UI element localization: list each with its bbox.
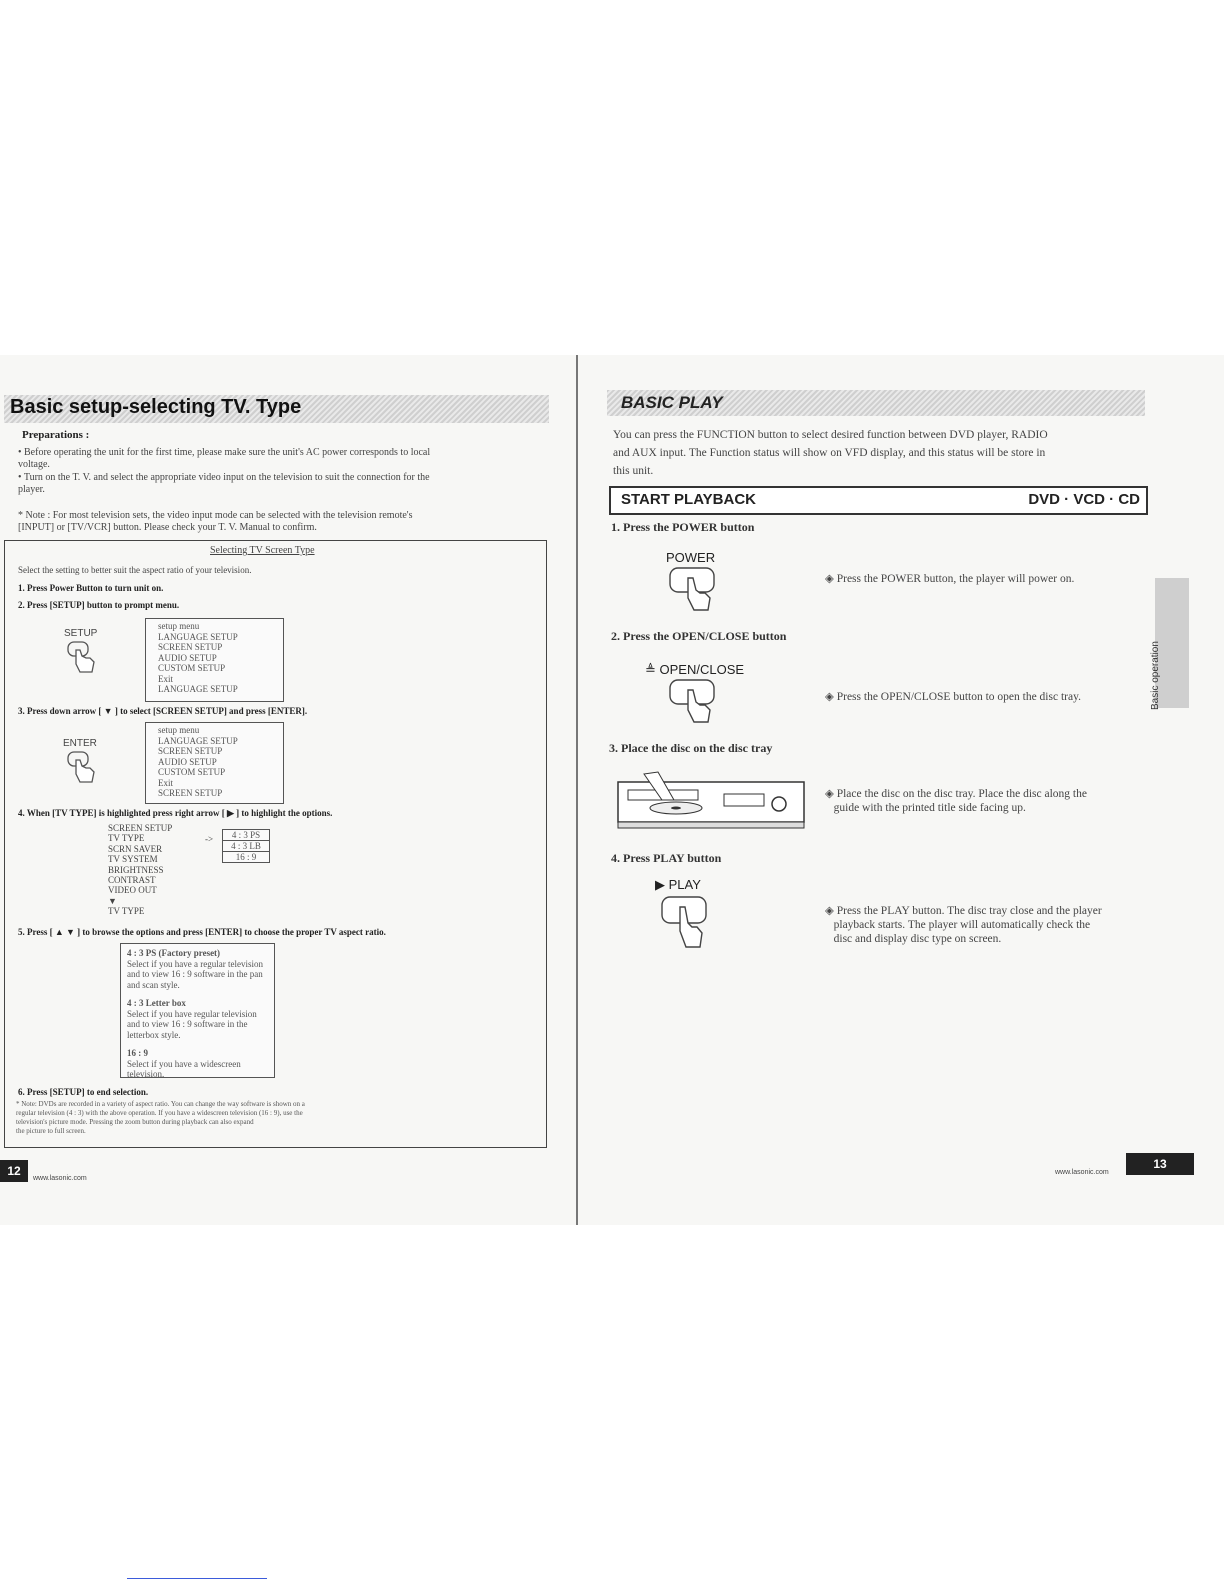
enter-label: ENTER bbox=[63, 738, 97, 749]
list-line: SCRN SAVER bbox=[108, 843, 163, 854]
aspect-line: and scan style. bbox=[127, 979, 180, 990]
right-page-number: 13 bbox=[1126, 1153, 1194, 1175]
left-website: www.lasonic.com bbox=[33, 1175, 87, 1182]
note-line: * Note : For most television sets, the video input mode can be selected with the television remote's bbox=[18, 510, 413, 521]
menu-line: setup menu bbox=[158, 725, 200, 735]
menu-line: SCREEN SETUP bbox=[158, 642, 223, 652]
right-page-title: BASIC PLAY bbox=[621, 393, 723, 412]
list-line: TV SYSTEM bbox=[108, 854, 158, 865]
step-heading: 1. Press the POWER button bbox=[611, 520, 755, 534]
power-button-hand-icon bbox=[668, 566, 718, 614]
aspect-line: Select if you have regular television bbox=[127, 1008, 257, 1019]
menu-line: LANGUAGE SETUP bbox=[158, 684, 238, 694]
aspect-notes-panel bbox=[120, 943, 275, 1078]
power-label: POWER bbox=[666, 550, 716, 565]
note-line: [INPUT] or [TV/VCR] button. Please check your T. V. Manual to confirm. bbox=[18, 522, 317, 533]
step-note: ◈ Place the disc on the disc tray. Place the disc along the guide with the printed title side facing up. bbox=[825, 788, 1087, 814]
side-tab-label: Basic operation bbox=[1150, 641, 1161, 710]
screen-setup-menu-panel bbox=[145, 722, 284, 804]
step-heading: 2. Press the OPEN/CLOSE button bbox=[611, 629, 787, 643]
step-note: ◈ Press the POWER button, the player will power on. bbox=[825, 573, 1075, 585]
list-line: TV TYPE bbox=[108, 906, 145, 917]
left-page-number: 12 bbox=[0, 1160, 28, 1182]
list-line: TV TYPE bbox=[108, 833, 145, 844]
aspect-line: letterbox style. bbox=[127, 1029, 181, 1040]
prep-item: player. bbox=[18, 484, 45, 495]
left-page-header bbox=[4, 395, 549, 423]
menu-line: SCREEN SETUP bbox=[158, 788, 223, 798]
aspect-line: Select if you have a regular television bbox=[127, 958, 263, 969]
box-title: Selecting TV Screen Type bbox=[210, 545, 315, 556]
play-label: ▶ PLAY bbox=[655, 877, 701, 892]
aspect-line: and to view 16 : 9 software in the pan bbox=[127, 969, 263, 979]
step-note: ◈ Press the OPEN/CLOSE button to open the disc tray. bbox=[825, 691, 1081, 703]
menu-line: LANGUAGE SETUP bbox=[158, 631, 238, 642]
menu-line: CUSTOM SETUP bbox=[158, 663, 226, 673]
step-note: ◈ Press the PLAY button. The disc tray close and the player playback starts. The player will automatically check the disc and display disc type on screen. bbox=[825, 905, 1102, 945]
aspect-head: 4 : 3 PS (Factory preset) bbox=[127, 948, 221, 958]
page-spine bbox=[576, 355, 578, 1225]
footnote-line: regular television (4 : 3) with the above operation. If you have a widescreen television (16 : 9), use the bbox=[16, 1109, 303, 1117]
option-43lb: 4 : 3 LB bbox=[222, 840, 270, 852]
left-page-title: Basic setup-selecting TV. Type bbox=[10, 396, 302, 418]
option-169: 16 : 9 bbox=[222, 851, 270, 863]
box-step-2: 2. Press [SETUP] button to prompt menu. bbox=[18, 600, 180, 610]
menu-line: Exit bbox=[158, 673, 173, 684]
aspect-line: television. bbox=[127, 1069, 165, 1079]
section-formats: DVD · VCD · CD bbox=[1028, 491, 1140, 508]
box-step-3: 3. Press down arrow [ ▼ ] to select [SCREEN SETUP] and press [ENTER]. bbox=[18, 706, 308, 716]
footnote-line: * Note: DVDs are recorded in a variety of aspect ratio. You can change the way software is shown on a bbox=[16, 1100, 305, 1108]
list-line: VIDEO OUT bbox=[108, 885, 157, 896]
box-step-1: 1. Press Power Button to turn unit on. bbox=[18, 583, 164, 593]
aspect-head: 4 : 3 Letter box bbox=[127, 998, 186, 1008]
footnote-line: television's picture mode. Pressing the zoom button during playback can also expand bbox=[16, 1118, 254, 1126]
list-line: ▼ bbox=[108, 895, 117, 906]
menu-line: SCREEN SETUP bbox=[158, 746, 223, 756]
intro-line: You can press the FUNCTION button to select desired function between DVD player, RADIO bbox=[613, 429, 1048, 441]
step-heading: 4. Press PLAY button bbox=[611, 851, 722, 865]
list-line: BRIGHTNESS bbox=[108, 864, 164, 875]
list-line: CONTRAST bbox=[108, 875, 156, 886]
menu-line: CUSTOM SETUP bbox=[158, 767, 226, 777]
footnote-line: the picture to full screen. bbox=[16, 1127, 86, 1135]
setup-label: SETUP bbox=[64, 628, 98, 639]
setup-hand-icon bbox=[66, 640, 100, 676]
setup-menu-panel bbox=[145, 618, 284, 702]
option-arrow: -> bbox=[205, 834, 214, 844]
screen-setup-list bbox=[108, 823, 172, 917]
open-close-label: ≜ OPEN/CLOSE bbox=[645, 662, 745, 677]
play-button-hand-icon bbox=[660, 895, 712, 951]
box-step-4: 4. When [TV TYPE] is highlighted press right arrow [ ▶ ] to highlight the options. bbox=[18, 808, 333, 818]
aspect-line: Select if you have a widescreen bbox=[127, 1058, 241, 1069]
menu-line: AUDIO SETUP bbox=[158, 652, 217, 663]
preparations-heading: Preparations : bbox=[22, 429, 90, 441]
prep-item: • Turn on the T. V. and select the appropriate video input on the television to suit the connection for the bbox=[18, 472, 430, 483]
right-page-header bbox=[607, 390, 1145, 416]
enter-hand-icon bbox=[66, 750, 100, 786]
box-step-5: 5. Press [ ▲ ▼ ] to browse the options and press [ENTER] to choose the proper TV aspect ratio. bbox=[18, 927, 386, 937]
aspect-head: 16 : 9 bbox=[127, 1048, 148, 1058]
list-line: SCREEN SETUP bbox=[108, 823, 173, 833]
menu-line: Exit bbox=[158, 777, 173, 788]
box-step-6: 6. Press [SETUP] to end selection. bbox=[18, 1087, 149, 1097]
prep-item: voltage. bbox=[18, 459, 50, 470]
right-website: www.lasonic.com bbox=[1055, 1169, 1109, 1176]
intro-line: and AUX input. The Function status will show on VFD display, and this status will be store in bbox=[613, 447, 1046, 459]
step-heading: 3. Place the disc on the disc tray bbox=[609, 741, 773, 755]
menu-line: setup menu bbox=[158, 621, 200, 631]
underline-mark bbox=[127, 1578, 267, 1579]
box-intro: Select the setting to better suit the aspect ratio of your television. bbox=[18, 565, 252, 575]
intro-line: this unit. bbox=[613, 465, 654, 477]
menu-line: AUDIO SETUP bbox=[158, 756, 217, 767]
start-playback-bar bbox=[609, 486, 1148, 515]
option-43ps: 4 : 3 PS bbox=[222, 829, 270, 841]
prep-item: • Before operating the unit for the first time, please make sure the unit's AC power corresponds to local bbox=[18, 447, 431, 458]
aspect-line: and to view 16 : 9 software in the bbox=[127, 1019, 248, 1029]
section-title: START PLAYBACK bbox=[621, 491, 757, 508]
menu-line: LANGUAGE SETUP bbox=[158, 735, 238, 746]
open-close-button-hand-icon bbox=[668, 678, 718, 726]
dvd-player-disc-tray-illustration bbox=[614, 770, 809, 832]
